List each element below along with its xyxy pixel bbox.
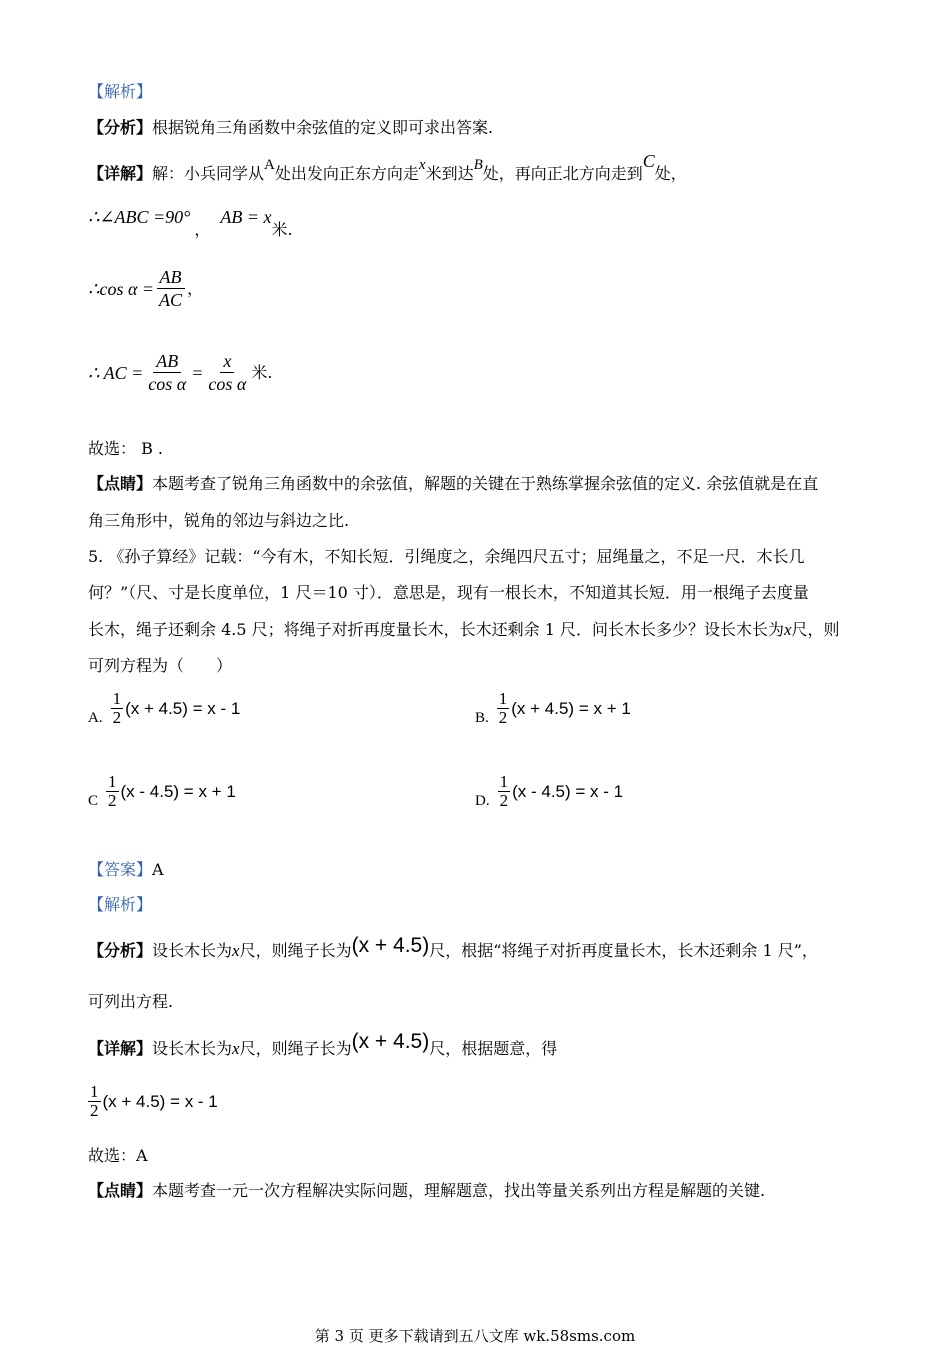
answer-line — [88, 859, 164, 881]
fraction-numerator: x — [220, 350, 234, 373]
dianjing-paragraph — [88, 473, 818, 495]
fraction-denominator: cos α — [208, 374, 247, 394]
var-x: x — [418, 157, 426, 173]
jiexi-heading-2: 【解析】 — [88, 895, 153, 914]
fenxi-paragraph-2 — [88, 933, 818, 963]
xiangjie-text-c: 米到达 — [425, 164, 474, 183]
angle-equation: ∴∠ABC =90° — [88, 207, 191, 227]
fraction-numerator: 1 — [499, 772, 509, 791]
dianjing-paragraph-2 — [88, 1180, 765, 1202]
fraction-denominator: 2 — [112, 708, 122, 727]
xiangjie-text-b: 尺，则绳子长为 — [239, 1039, 352, 1058]
ac-lhs: ∴ AC = — [88, 362, 144, 383]
option-expression: (x + 4.5) = x + 1 — [511, 698, 631, 718]
option-b[interactable] — [475, 690, 631, 727]
xiangjie-paragraph-2 — [88, 1029, 558, 1061]
step-angle — [88, 207, 293, 239]
equals-sign: = — [191, 362, 204, 383]
cos-lhs: ∴cos α = — [88, 278, 155, 299]
half-fraction — [498, 773, 511, 810]
dianjing-text-1: 本题考查了锐角三角函数中的余弦值，解题的关键在于熟练掌握余弦值的定义. 余弦值就是在直 — [152, 474, 819, 493]
question-line-3a: 长木，绳子还剩余 4.5 尺；将绳子对折再度量长木，长木还剩余 1 尺．问长木长多少？设长木长为 — [88, 620, 784, 639]
xiangjie-tag: 【详解】 — [88, 164, 153, 183]
xiangjie-text-a: 解：小兵同学从 — [152, 164, 265, 183]
half-fraction — [88, 1083, 101, 1120]
option-label: B. — [475, 710, 489, 726]
option-label: A. — [88, 710, 103, 726]
guxuan-line-2: 故选：A — [88, 1146, 148, 1165]
comma: ， — [194, 220, 211, 239]
fraction-denominator: cos α — [148, 374, 187, 394]
option-expression: (x - 4.5) = x - 1 — [512, 781, 624, 801]
question-line-3 — [88, 619, 840, 641]
dianjing-text-2: 角三角形中，锐角的邻边与斜边之比. — [88, 511, 350, 530]
cos-fraction — [156, 266, 185, 311]
dianjing-text: 本题考查一元一次方程解决实际问题，理解题意，找出等量关系列出方程是解题的关键. — [152, 1181, 766, 1200]
xiangjie-tag: 【详解】 — [88, 1039, 153, 1058]
question-line-1: 5. 《孙子算经》记载：“今有木，不知长短．引绳度之，余绳四尺五寸；屈绳量之，不足一尺．木长几 — [88, 547, 805, 566]
point-a: A — [264, 157, 275, 173]
fenxi-text-b: 尺，则绳子长为 — [239, 941, 352, 960]
xiangjie-text-e: 处， — [654, 164, 687, 183]
half-fraction — [497, 690, 510, 727]
fenxi-text-a: 设长木长为 — [152, 941, 233, 960]
option-expression: (x - 4.5) = x + 1 — [120, 781, 236, 801]
fraction-numerator: AB — [153, 350, 181, 373]
xiangjie-text-d: 处，再向正北方向走到 — [482, 164, 643, 183]
ac-fraction-2 — [205, 350, 249, 395]
var-x: x — [232, 941, 240, 960]
fraction-denominator: 2 — [90, 1101, 99, 1120]
half-fraction — [111, 690, 124, 727]
fraction-numerator: AB — [157, 266, 185, 289]
fenxi-paragraph — [88, 117, 493, 139]
answer-tag: 【答案】 — [88, 860, 153, 879]
rope-expression: (x + 4.5) — [351, 933, 430, 957]
question-line-3b: 尺，则 — [791, 620, 840, 639]
fenxi-text-c: 尺，根据“将绳子对折再度量长木，长木还剩余 1 尺”， — [429, 941, 818, 960]
fraction-denominator: 2 — [108, 791, 117, 810]
fraction-denominator: AC — [159, 290, 183, 310]
fraction-numerator: 1 — [108, 772, 117, 791]
step-cos — [88, 266, 203, 311]
point-b: B — [473, 157, 483, 173]
equation-expression: (x + 4.5) = x - 1 — [102, 1091, 218, 1111]
option-expression: (x + 4.5) = x - 1 — [125, 698, 241, 718]
fraction-numerator: 1 — [498, 689, 508, 708]
var-x: x — [232, 1039, 240, 1058]
answer-value: A — [152, 860, 164, 879]
fraction-numerator: 1 — [90, 1082, 99, 1101]
fraction-denominator: 2 — [499, 791, 509, 810]
xiangjie-text-a: 设长木长为 — [152, 1039, 233, 1058]
rope-expression: (x + 4.5) — [351, 1029, 430, 1053]
xiangjie-paragraph — [88, 151, 687, 186]
option-label: D. — [475, 793, 490, 809]
option-label: C — [88, 793, 99, 809]
question-line-2: 何？”（尺、寸是长度单位，1 尺＝10 寸）．意思是，现有一根长木，不知道其长短．用一根绳子去度量 — [88, 583, 809, 602]
unit-text: 米. — [251, 362, 273, 382]
dianjing-tag: 【点睛】 — [88, 1181, 153, 1200]
dianjing-tag: 【点睛】 — [88, 474, 153, 493]
jiexi-heading: 【解析】 — [88, 82, 153, 101]
option-c[interactable] — [88, 773, 236, 810]
fraction-denominator: 2 — [498, 708, 508, 727]
question-line-4: 可列方程为（ ） — [88, 656, 233, 675]
fenxi-tag: 【分析】 — [88, 118, 153, 137]
fenxi-tag: 【分析】 — [88, 941, 153, 960]
ab-equation: AB = x — [220, 207, 272, 227]
solution-equation — [88, 1083, 218, 1120]
xiangjie-text-b: 处出发向正东方向走 — [274, 164, 419, 183]
half-fraction — [106, 773, 119, 810]
fenxi-line-2: 可列出方程. — [88, 992, 174, 1011]
fraction-numerator: 1 — [112, 689, 122, 708]
unit-text: 米. — [271, 220, 293, 239]
option-d[interactable] — [475, 773, 623, 810]
var-x: x — [783, 620, 792, 639]
step-ac — [88, 350, 272, 395]
page-footer: 第 3 页 更多下载请到五八文库 wk.58sms.com — [314, 1327, 636, 1345]
ac-fraction-1 — [145, 350, 189, 395]
guxuan-line: 故选： B . — [88, 439, 164, 458]
comma: ， — [187, 278, 204, 298]
xiangjie-text-c: 尺，根据题意，得 — [429, 1039, 558, 1058]
point-c: C — [642, 151, 655, 171]
fenxi-text: 根据锐角三角函数中余弦值的定义即可求出答案. — [152, 118, 494, 137]
option-a[interactable] — [88, 690, 240, 727]
